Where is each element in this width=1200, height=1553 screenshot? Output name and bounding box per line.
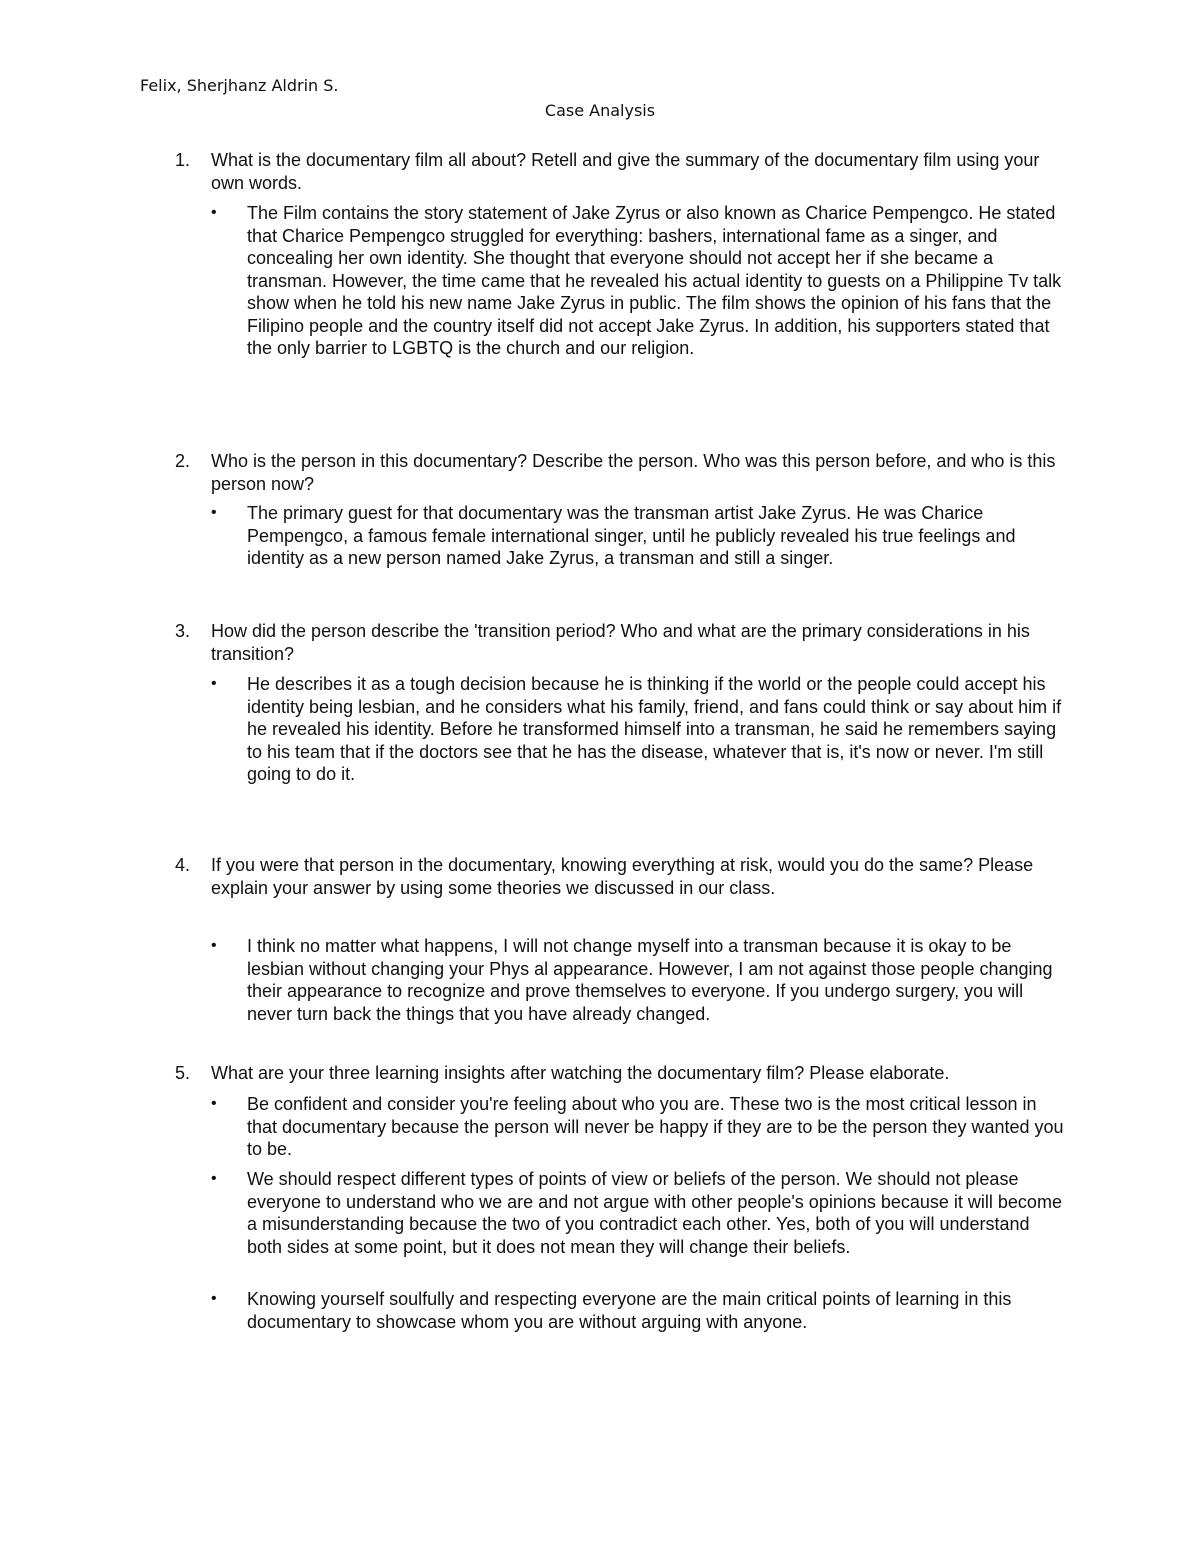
bullet-icon: • xyxy=(211,1170,217,1187)
question-number: 3. xyxy=(175,621,191,641)
answer-text: Knowing yourself soulfully and respecting everyone are the main critical points of learning in this documentary to showcase whom you are without arguing with anyone. xyxy=(247,1289,1012,1332)
bullet-icon: • xyxy=(211,1290,217,1307)
question-number: 1. xyxy=(175,150,191,170)
bullet-icon: • xyxy=(211,1095,217,1112)
document-title: Case Analysis xyxy=(544,101,656,120)
question-text: What are your three learning insights after watching the documentary film? Please elaborate. xyxy=(211,1063,950,1083)
answer-text: We should respect different types of points of view or beliefs of the person. We should not please everyone to understand who we are and not argue with other people's opinions because it will become a misunderstanding because the two of you contradict each other. Yes, both of you will understand both sides at some point, but it does not mean they will change their beliefs. xyxy=(247,1169,1062,1257)
answer-text: He describes it as a tough decision because he is thinking if the world or the people could accept his identity being lesbian, and he considers what his family, friend, and fans could think or say about him if he revealed his identity. Before he transformed himself into a transman, he said he remembers saying to his team that if the doctors see that he has the disease, whatever that is, it's now or never. I'm still going to do it. xyxy=(247,674,1062,784)
question-number: 2. xyxy=(175,451,191,471)
bullet-icon: • xyxy=(211,937,217,954)
question-text: Who is the person in this documentary? Describe the person. Who was this person before, and who is this person now? xyxy=(211,451,1056,494)
answer-text: The Film contains the story statement of Jake Zyrus or also known as Charice Pempengco. He stated that Charice Pempengco struggled for everything: bashers, international fame as a singer, and concealing her own identity. She thought that everyone should not accept her if she became a transman. However, the time came that he revealed his actual identity to guests on a Philippine Tv talk show when he told his new name Jake Zyrus in public. The film shows the opinion of his fans that the Filipino people and the country itself did not accept Jake Zyrus. In addition, his supporters stated that the only barrier to LGBTQ is the church and our religion. xyxy=(247,203,1062,358)
answer-text: I think no matter what happens, I will not change myself into a transman because it is okay to be lesbian without changing your Phys al appearance. However, I am not against those people changing their appearance to recognize and prove themselves to everyone. If you undergo surgery, you will never turn back the things that you have already changed. xyxy=(247,936,1053,1024)
answer-text: Be confident and consider you're feeling about who you are. These two is the most critical lesson in that documentary because the person will never be happy if they are to be the person they wanted you to be. xyxy=(247,1094,1064,1159)
question-number: 4. xyxy=(175,855,191,875)
author-name: Felix, Sherjhanz Aldrin S. xyxy=(140,76,339,95)
question-text: How did the person describe the 'transition period? Who and what are the primary considerations in his transition? xyxy=(211,621,1030,664)
question-number: 5. xyxy=(175,1063,191,1083)
question-text: If you were that person in the documentary, knowing everything at risk, would you do the same? Please explain your answer by using some theories we discussed in our class. xyxy=(211,855,1034,898)
question-text: What is the documentary film all about? Retell and give the summary of the documentary film using your own words. xyxy=(211,150,1040,193)
bullet-icon: • xyxy=(211,504,217,521)
bullet-icon: • xyxy=(211,675,217,692)
answer-text: The primary guest for that documentary was the transman artist Jake Zyrus. He was Charice Pempengco, a famous female international singer, until he publicly revealed his true feelings and identity as a new person named Jake Zyrus, a transman and still a singer. xyxy=(247,503,1016,568)
bullet-icon: • xyxy=(211,204,217,221)
